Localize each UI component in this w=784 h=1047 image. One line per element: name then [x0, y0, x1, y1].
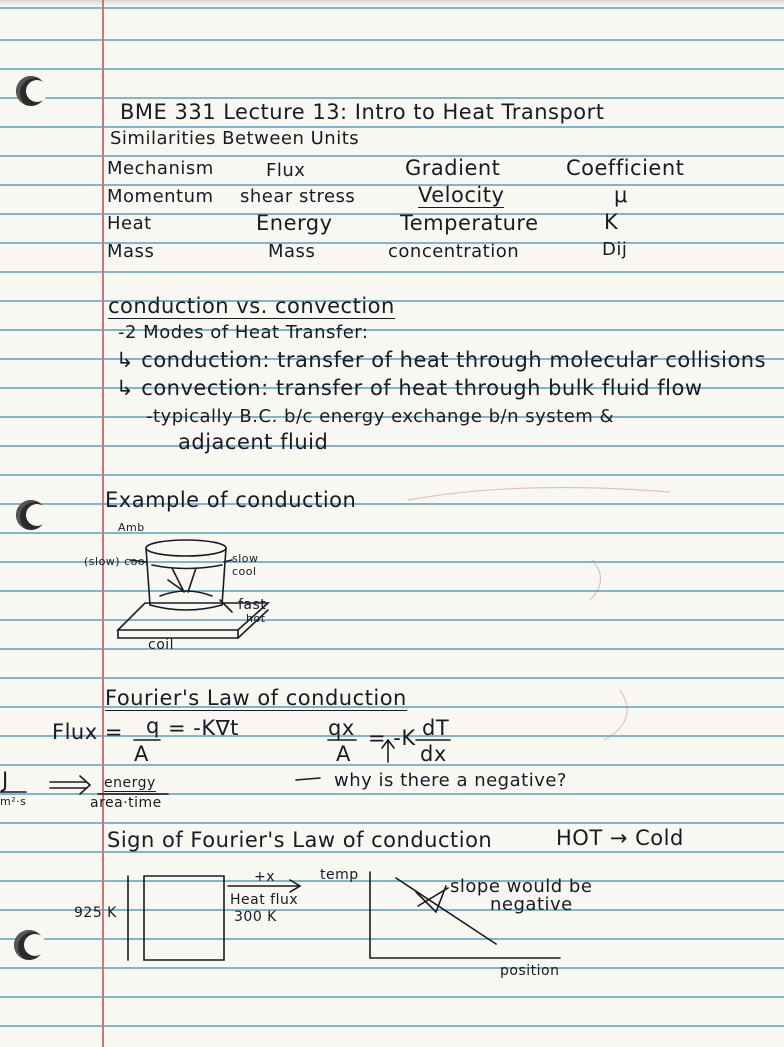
modes-heading: -2 Modes of Heat Transfer: — [118, 322, 369, 343]
table-row-momentum-mechanism: Momentum — [107, 186, 214, 207]
example-heading: Example of conduction — [105, 488, 357, 512]
unit-m2s: m²·s — [0, 795, 27, 808]
negative-question: why is there a negative? — [334, 770, 567, 791]
label-300K: 300 K — [234, 909, 277, 925]
table-row-mass-coefficient: Dij — [602, 239, 628, 260]
fourier-heading: Fourier's Law of conduction — [105, 686, 407, 710]
table-row-heat-flux: Energy — [256, 211, 333, 235]
flux-lhs: Flux = — [52, 720, 123, 744]
flux-A2: A — [336, 742, 351, 766]
similarities-heading: Similarities Between Units — [110, 128, 360, 149]
table-row-mass-mechanism: Mass — [107, 241, 155, 262]
up-arrow-negative — [382, 740, 394, 762]
hot-to-cold: HOT → Cold — [556, 826, 684, 850]
conduction-definition: ↳ conduction: transfer of heat through molecular collisions — [116, 348, 767, 372]
axis-position: position — [500, 963, 560, 979]
hot-plate-sketch — [118, 603, 268, 638]
label-slow: slow — [232, 552, 259, 565]
page-title: BME 331 Lecture 13: Intro to Heat Transport — [120, 100, 605, 124]
beaker-sketch — [146, 540, 226, 610]
table-header-mechanism: Mechanism — [107, 158, 214, 179]
table-row-mass-flux: Mass — [268, 241, 316, 262]
table-row-heat-mechanism: Heat — [107, 213, 152, 234]
dash-question — [296, 778, 320, 780]
implies-arrow — [50, 776, 90, 794]
boundary-note-line1: -typically B.C. b/c energy exchange b/n system & — [146, 406, 615, 427]
table-header-coefficient: Coefficient — [566, 156, 685, 180]
fast-hot-arrow — [220, 600, 232, 612]
label-heat-flux: Heat flux — [230, 892, 299, 908]
flux-A: A — [134, 742, 149, 766]
table-row-momentum-flux: shear stress — [240, 186, 356, 207]
table-row-heat-gradient: Temperature — [400, 211, 539, 235]
flux-dT: dT — [422, 716, 450, 740]
flux-qx: qx — [328, 716, 355, 740]
convection-definition: ↳ convection: transfer of heat through bulk fluid flow — [116, 376, 703, 400]
table-row-momentum-coefficient: μ — [614, 183, 628, 207]
label-energy: energy — [104, 775, 156, 791]
table-row-momentum-gradient: Velocity — [418, 183, 505, 207]
axis-temp: temp — [320, 867, 359, 883]
table-row-heat-coefficient: K — [604, 210, 619, 234]
label-slow-cool-left: (slow) cool — [84, 555, 149, 568]
label-amb: Amb — [118, 521, 145, 534]
table-header-gradient: Gradient — [405, 156, 501, 180]
conduction-vs-convection-heading: conduction vs. convection — [108, 294, 395, 318]
unit-J: J — [2, 768, 9, 792]
sign-heading: Sign of Fourier's Law of conduction — [107, 828, 493, 852]
boundary-note-line2: adjacent fluid — [178, 430, 329, 454]
flux-dx: dx — [420, 742, 447, 766]
label-fast: fast — [238, 597, 267, 613]
flux-rhs2: = -K — [368, 726, 416, 750]
label-cool: cool — [232, 565, 257, 578]
left-arrow — [130, 560, 146, 562]
flux-rhs1: = -K∇t — [168, 716, 239, 740]
label-hot: hot — [246, 612, 266, 625]
bleed-through-marks — [408, 488, 670, 741]
flux-q: q — [146, 714, 160, 738]
label-coil: coil — [148, 637, 175, 653]
table-header-flux: Flux — [266, 160, 306, 181]
slope-note-line1: slope would be — [450, 876, 593, 897]
temp-position-graph — [370, 872, 560, 958]
label-plus-x: +x — [254, 869, 276, 885]
label-925K: 925 K — [74, 905, 117, 921]
slab-diagram — [128, 876, 300, 960]
slope-note-line2: negative — [490, 894, 573, 915]
table-row-mass-gradient: concentration — [388, 241, 520, 262]
label-area-time: area·time — [90, 795, 162, 811]
